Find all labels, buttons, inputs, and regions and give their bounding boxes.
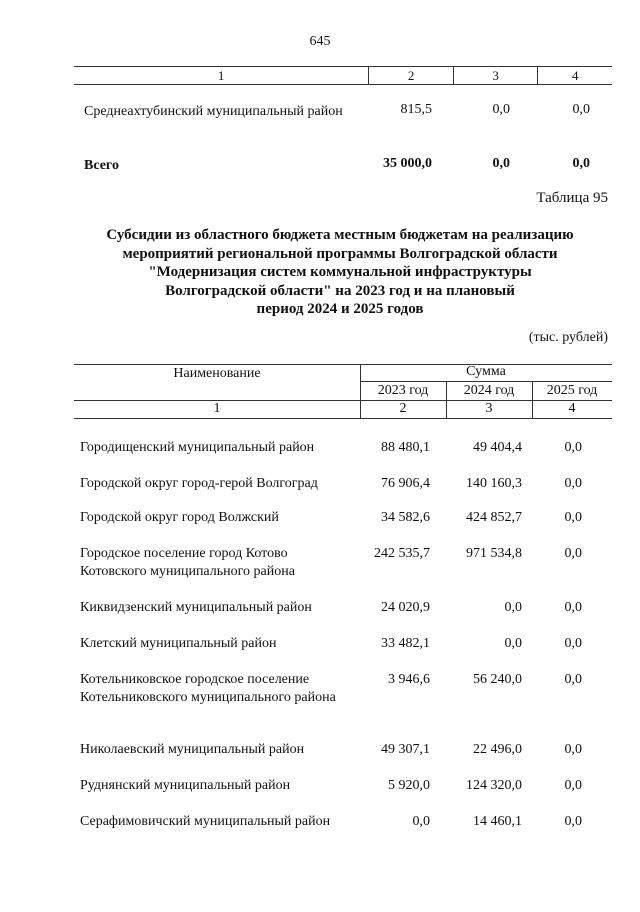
value-2023: 24 020,9 xyxy=(381,600,430,615)
col-number-1: 1 xyxy=(213,401,221,416)
row-name: Городской округ город Волжский xyxy=(80,510,279,525)
value-2023: 242 535,7 xyxy=(374,546,430,561)
title-line: период 2024 и 2025 годов xyxy=(256,301,424,317)
value-2023: 5 920,0 xyxy=(388,778,430,793)
col-number-4: 4 xyxy=(571,68,579,83)
total-2025: 0,0 xyxy=(572,156,590,171)
value-2025: 0,0 xyxy=(564,672,582,687)
row-name: Клетский муниципальный район xyxy=(80,636,277,651)
value-2024: 140 160,3 xyxy=(466,476,522,491)
col-number-2: 2 xyxy=(369,67,454,84)
total-2023: 35 000,0 xyxy=(383,156,432,171)
value-2023: 88 480,1 xyxy=(381,440,430,455)
title-line: мероприятий региональной программы Волгоградской области xyxy=(122,245,558,262)
row-name: Киквидзенский муниципальный район xyxy=(80,600,312,615)
row-name: Серафимовичский муниципальный район xyxy=(80,814,331,829)
col-number-4: 4 xyxy=(568,401,576,416)
table-number: Таблица 95 xyxy=(536,190,608,206)
table-title xyxy=(80,226,600,319)
value-2023: 34 582,6 xyxy=(381,510,430,525)
value-2023: 815,5 xyxy=(400,102,432,117)
col-number-2: 2 xyxy=(399,401,407,416)
page-number: 645 xyxy=(309,34,331,49)
col-number-3: 3 xyxy=(485,401,493,416)
total-2024: 0,0 xyxy=(492,156,510,171)
value-2025: 0,0 xyxy=(564,440,582,455)
title-line: Субсидии из областного бюджета местным бюджетам на реализацию xyxy=(106,227,574,243)
row-name: Котельниковское городское поселение Котельниковского муниципального района xyxy=(80,672,336,705)
value-2025: 0,0 xyxy=(564,742,582,757)
value-2023: 3 946,6 xyxy=(388,672,430,687)
total-label: Всего xyxy=(84,158,119,173)
value-2023: 76 906,4 xyxy=(381,476,430,491)
value-2024: 0,0 xyxy=(492,102,510,117)
header-name: Наименование xyxy=(173,366,261,381)
prev-table-header xyxy=(74,66,612,85)
value-2025: 0,0 xyxy=(564,636,582,651)
value-2024: 49 404,4 xyxy=(473,440,522,455)
value-2025: 0,0 xyxy=(572,102,590,117)
col-number-3: 3 xyxy=(454,67,539,84)
value-2023: 49 307,1 xyxy=(381,742,430,757)
header-year-2025: 2025 год xyxy=(546,383,598,398)
row-name: Среднеахтубинский муниципальный район xyxy=(84,104,343,119)
row-name: Городское поселение город Котово Котовского муниципального района xyxy=(80,546,295,579)
value-2023: 33 482,1 xyxy=(381,636,430,651)
value-2024: 0,0 xyxy=(504,636,522,651)
value-2025: 0,0 xyxy=(564,778,582,793)
value-2024: 14 460,1 xyxy=(473,814,522,829)
value-2023: 0,0 xyxy=(412,814,430,829)
row-name: Городищенский муниципальный район xyxy=(80,440,315,455)
value-2025: 0,0 xyxy=(564,546,582,561)
value-2025: 0,0 xyxy=(564,814,582,829)
value-2024: 56 240,0 xyxy=(473,672,522,687)
col-number-1: 1 xyxy=(74,67,369,84)
title-line: Волгоградской области" на 2023 год и на плановый xyxy=(165,282,515,299)
value-2025: 0,0 xyxy=(564,600,582,615)
units-label: (тыс. рублей) xyxy=(528,330,608,345)
value-2025: 0,0 xyxy=(564,476,582,491)
row-name: Городской округ город-герой Волгоград xyxy=(80,476,318,491)
row-name: Николаевский муниципальный район xyxy=(80,742,305,757)
value-2024: 22 496,0 xyxy=(473,742,522,757)
header-year-2023: 2023 год xyxy=(377,383,429,398)
value-2024: 424 852,7 xyxy=(466,510,522,525)
title-line: "Модернизация систем коммунальной инфраструктуры xyxy=(148,264,532,280)
value-2025: 0,0 xyxy=(564,510,582,525)
table-header xyxy=(74,364,612,420)
row-name: Руднянский муниципальный район xyxy=(80,778,291,793)
value-2024: 0,0 xyxy=(504,600,522,615)
value-2024: 124 320,0 xyxy=(466,778,522,793)
value-2024: 971 534,8 xyxy=(466,546,522,561)
header-sum: Сумма xyxy=(466,364,506,379)
header-year-2024: 2024 год xyxy=(463,383,515,398)
